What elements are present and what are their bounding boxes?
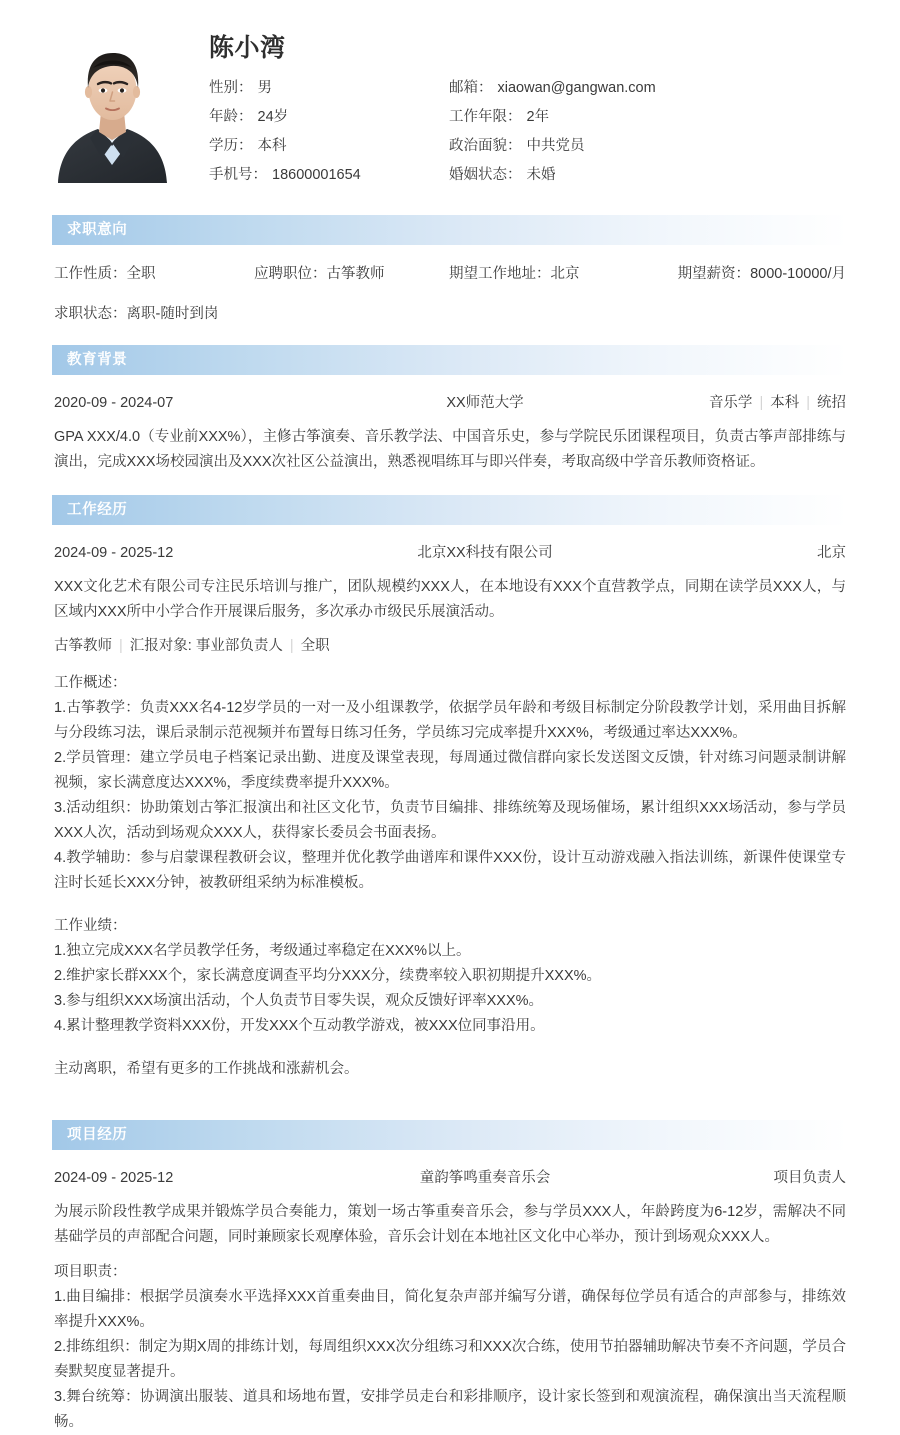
spacer	[54, 896, 846, 914]
education-entry-header	[54, 393, 846, 413]
work-report-to: 汇报对象: 事业部负责人	[129, 638, 283, 654]
work-overview-label: 工作概述：	[54, 675, 127, 691]
job-intent-row-2	[54, 303, 846, 325]
field-marital	[449, 166, 848, 185]
field-political-value: 中共党员	[526, 138, 585, 154]
spacer	[54, 1082, 846, 1100]
intent-salary-value: 8000-10000/月	[750, 266, 846, 282]
field-email-label: 邮箱：	[449, 80, 493, 96]
field-phone	[209, 166, 449, 185]
section-body-job-intent	[52, 245, 848, 325]
intent-position-value: 古筝教师	[326, 266, 385, 282]
field-gender	[209, 79, 449, 98]
section-work-experience	[0, 495, 900, 1100]
project-entry-header	[54, 1168, 846, 1188]
intent-nature-label: 工作性质：	[54, 266, 127, 282]
work-achievement-item: 1.独立完成XXX名学员教学任务，考级通过率稳定在XXX%以上。	[54, 943, 471, 959]
education-major: 音乐学	[708, 395, 753, 411]
work-company: 北京XX科技有限公司	[417, 545, 553, 561]
job-intent-row-1	[54, 263, 846, 285]
intent-location-value: 北京	[550, 266, 580, 282]
project-duty-label: 项目职责：	[54, 1264, 127, 1280]
education-school: XX师范大学	[446, 395, 524, 411]
section-bar-project-experience	[52, 1120, 848, 1150]
work-achievement-item: 3.参与组织XXX场演出活动，个人负责节目零失误，观众反馈好评率XXX%。	[54, 993, 544, 1009]
separator-icon: |	[289, 638, 294, 654]
project-duty-item: 1.曲目编排：根据学员演奏水平选择XXX首重奏曲目，简化复杂声部并编写分谱，确保每位学员有适合的声部参与，排练效率提升XXX%。	[54, 1289, 846, 1330]
profile-info	[173, 34, 848, 185]
section-job-intent	[0, 215, 900, 325]
avatar	[52, 34, 173, 183]
field-gender-label: 性别：	[209, 80, 253, 96]
education-tags	[616, 393, 846, 413]
field-age	[209, 108, 449, 127]
project-duty-item: 2.排练组织：制定为期X周的排练计划，每周组织XXX次分组练习和XXX次合练，使用节拍器辅助解决节奏不齐问题，学员合奏默契度显著提升。	[54, 1339, 846, 1380]
work-entry-header	[54, 543, 846, 563]
profile-field-grid	[196, 79, 848, 185]
intent-location-label: 期望工作地址：	[449, 266, 551, 282]
field-email-value: xiaowan@gangwan.com	[497, 80, 656, 96]
section-title-education: 教育背景	[67, 351, 128, 368]
field-political	[449, 137, 848, 156]
intent-location	[449, 263, 664, 285]
field-email	[449, 79, 848, 98]
intent-position	[254, 263, 449, 285]
separator-icon: |	[119, 638, 123, 654]
field-work-years	[449, 108, 848, 127]
intent-status-label: 求职状态：	[54, 306, 127, 322]
education-degree: 本科	[770, 395, 800, 411]
section-education	[0, 345, 900, 475]
work-overview-item: 1.古筝教学：负责XXX名4-12岁学员的一对一及小组课教学，依据学员年龄和考级目标制定分阶段教学计划，采用曲目拆解与分段练习法，课后录制示范视频并布置每日练习任务，学员练习完成率提升XXX%，考级通过率达XXX%。	[54, 700, 846, 741]
project-name: 童韵筝鸣重奏音乐会	[419, 1170, 551, 1186]
section-bar-work-experience	[52, 495, 848, 525]
page-title: 陈小湾	[209, 34, 286, 62]
separator-icon: |	[759, 395, 764, 411]
work-achievement-label: 工作业绩：	[54, 918, 127, 934]
field-marital-value: 未婚	[526, 167, 556, 183]
education-date: 2020-09 - 2024-07	[54, 395, 174, 411]
section-bar-education	[52, 345, 848, 375]
field-work-years-label: 工作年限：	[449, 109, 522, 125]
field-political-label: 政治面貌：	[449, 138, 522, 154]
project-role: 项目负责人	[773, 1170, 846, 1186]
section-body-education	[52, 375, 848, 475]
section-title-work-experience: 工作经历	[67, 501, 128, 518]
intent-salary-label: 期望薪资：	[677, 266, 751, 282]
work-city: 北京	[817, 545, 846, 561]
field-marital-label: 婚姻状态：	[449, 167, 522, 183]
intent-position-label: 应聘职位：	[254, 266, 327, 282]
section-title-project-experience: 项目经历	[67, 1126, 128, 1143]
intent-status	[54, 303, 218, 325]
work-role: 古筝教师	[54, 638, 112, 654]
section-project-experience	[0, 1120, 900, 1435]
intent-nature	[54, 263, 254, 285]
work-overview-item: 4.教学辅助：参与启蒙课程教研会议，整理并优化教学曲谱库和课件XXX份，设计互动游戏融入指法训练，新课件使课堂专注时长延长XXX分钟，被教研组采纳为标准模板。	[54, 850, 846, 891]
work-company-intro: XXX文化艺术有限公司专注民乐培训与推广，团队规模约XXX人，在本地设有XXX个直营教学点，同期在读学员XXX人，与区域内XXX所中小学合作开展课后服务，多次承办市级民乐展演活动。	[54, 579, 846, 620]
work-overview-item: 2.学员管理：建立学员电子档案记录出勤、进度及课堂表现，每周通过微信群向家长发送图文反馈，针对练习问题录制讲解视频，家长满意度达XXX%，季度续费率提升XXX%。	[54, 750, 846, 791]
profile-header	[0, 0, 900, 195]
project-background: 为展示阶段性教学成果并锻炼学员合奏能力，策划一场古筝重奏音乐会，参与学员XXX人，年龄跨度为6-12岁，需解决不同基础学员的声部配合问题，同时兼顾家长观摩体验，音乐会计划在本地社区文化中心举办，预计到场观众XXX人。	[54, 1204, 846, 1245]
intent-status-value: 离职-随时到岗	[126, 306, 219, 322]
project-date: 2024-09 - 2025-12	[54, 1170, 174, 1186]
spacer	[54, 1039, 846, 1057]
work-role-line	[54, 635, 846, 657]
section-title-job-intent: 求职意向	[67, 221, 128, 238]
work-achievement-item: 2.维护家长群XXX个，家长满意度调查平均分XXX分，续费率较入职初期提升XXX%。	[54, 968, 602, 984]
field-age-value: 24岁	[257, 109, 289, 125]
education-admission: 统招	[817, 395, 846, 411]
project-duty-item: 3.舞台统筹：协调演出服装、道具和场地布置，安排学员走台和彩排顺序，设计家长签到和观演流程，确保演出当天流程顺畅。	[54, 1389, 846, 1430]
separator-icon: |	[806, 395, 810, 411]
field-education-label: 学历：	[209, 138, 253, 154]
section-bar-job-intent	[52, 215, 848, 245]
field-age-label: 年龄：	[209, 109, 253, 125]
work-overview-item: 3.活动组织：协助策划古筝汇报演出和社区文化节，负责节目编排、排练统筹及现场催场，累计组织XXX场活动，参与学员XXX人次，活动到场观众XXX人，获得家长委员会书面表扬。	[54, 800, 846, 841]
section-body-work-experience	[52, 525, 848, 1100]
education-description: GPA XXX/4.0（专业前XXX%），主修古筝演奏、音乐教学法、中国音乐史，参与学院民乐团课程项目，负责古筝声部排练与演出，完成XXX场校园演出及XXX次社区公益演出，熟悉视唱练耳与即兴伴奏，考取高级中学音乐教师资格证。	[54, 429, 846, 470]
profile-photo-icon	[52, 34, 173, 183]
field-work-years-value: 2年	[526, 109, 550, 125]
work-employment-type: 全职	[300, 638, 330, 654]
section-body-project-experience	[52, 1150, 848, 1435]
intent-nature-value: 全职	[126, 266, 156, 282]
field-education-value: 本科	[257, 138, 287, 154]
work-leaving-reason: 主动离职，希望有更多的工作挑战和涨薪机会。	[54, 1061, 359, 1077]
work-date: 2024-09 - 2025-12	[54, 545, 174, 561]
field-phone-label: 手机号：	[209, 167, 267, 183]
field-phone-value: 18600001654	[272, 167, 361, 183]
field-gender-value: 男	[257, 80, 272, 96]
field-education	[209, 137, 449, 156]
work-achievement-item: 4.累计整理教学资料XXX份，开发XXX个互动教学游戏，被XXX位同事沿用。	[54, 1018, 545, 1034]
intent-salary	[664, 263, 846, 285]
